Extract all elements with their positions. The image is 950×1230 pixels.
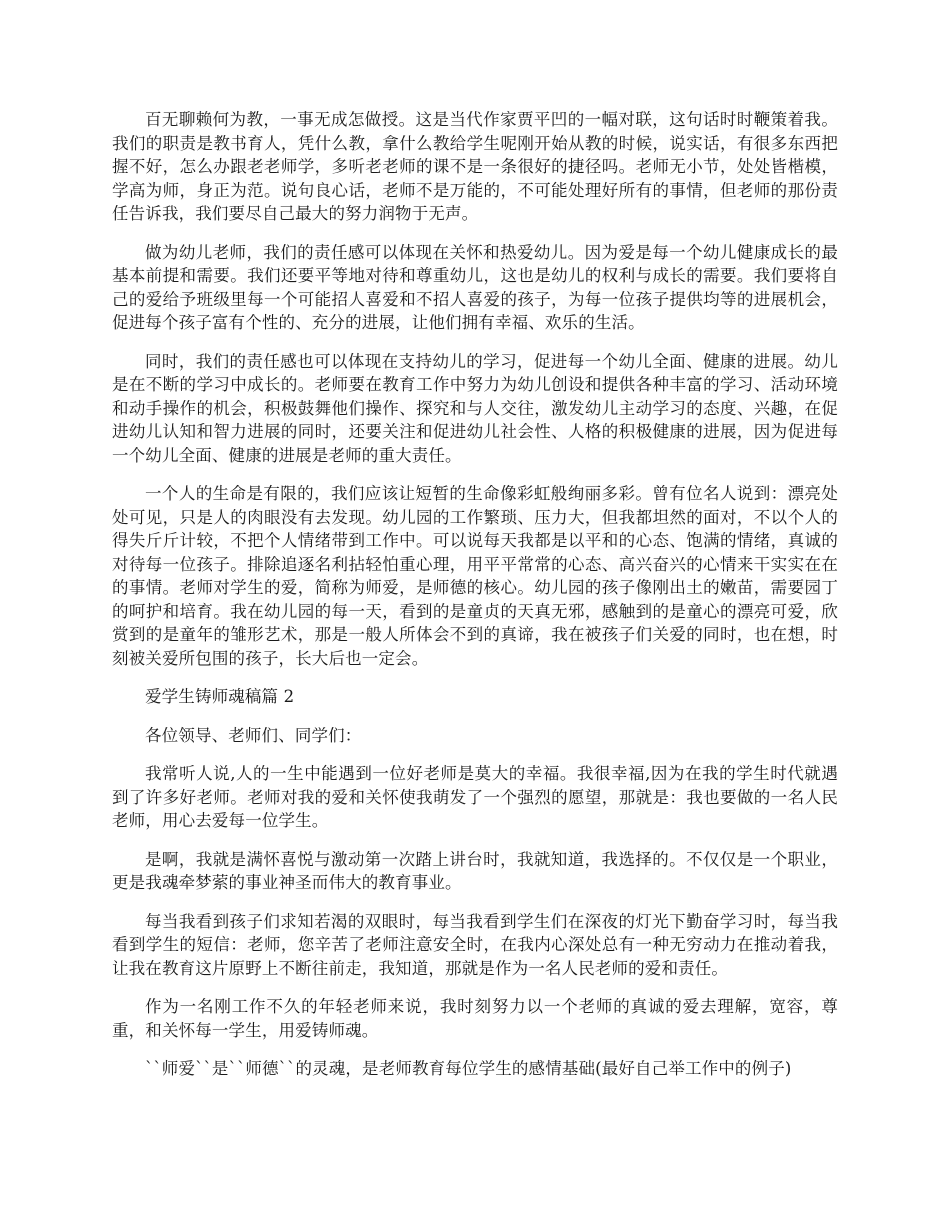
paragraph-salutation: 各位领导、老师们、同学们： [145,725,362,745]
paragraph-young-teacher: 作为一名刚工作不久的年轻老师来说，我时刻努力以一个老师的真诚的爱去理解，宽容，尊重，和关怀每一学生，用爱铸师魂。 [112,997,838,1040]
section-heading: 爱学生铸师魂稿篇 2 [145,687,295,706]
paragraph-first-lecture: 是啊，我就是满怀喜悦与激动第一次踏上讲台时，我就知道，我选择的。不仅仅是一个职业，更是我魂牵梦萦的事业神圣而伟大的教育事业。 [112,849,838,892]
paragraph-support-learning: 同时，我们的责任感也可以体现在支持幼儿的学习，促进每一个幼儿全面、健康的进展。幼儿是在不断的学习中成长的。老师要在教育工作中努力为幼儿创设和提供各种丰富的学习、活动环境和动手操作的机会，积极鼓舞他们操作、探究和与人交往，激发幼儿主动学习的态度、兴趣，在促进幼儿认知和智力进展的同时，还要关注和促进幼儿社会性、人格的积极健康的进展，因为促进每一个幼儿全面、健康的进展是老师的重大责任。 [112,351,838,465]
paragraph-motivation: 每当我看到孩子们求知若渴的双眼时，每当我看到学生们在深夜的灯光下勤奋学习时，每当我看到学生的短信：老师，您辛苦了老师注意安全时，在我内心深处总有一种无穷动力在推动着我，让我在教育这片原野上不断往前走，我知道，那就是作为一名人民老师的爱和责任。 [112,911,838,978]
paragraph-teaching-duty: 百无聊赖何为教，一事无成怎做授。这是当代作家贾平凹的一幅对联，这句话时时鞭策着我。我们的职责是教书育人，凭什么教，拿什么教给学生呢刚开始从教的时候，说实话，有很多东西把握不好，怎么办跟老老师学，多听老老师的课不是一条很好的捷径吗。老师无小节，处处皆楷模，学高为师，身正为范。说句良心话，老师不是万能的，不可能处理好所有的事情，但老师的那份责任告诉我，我们要尽自己最大的努力润物于无声。 [112,110,838,223]
paragraph-good-teacher: 我常听人说,人的一生中能遇到一位好老师是莫大的幸福。我很幸福,因为在我的学生时代就遇到了许多好老师。老师对我的爱和关怀使我萌发了一个强烈的愿望，那就是：我也要做的一名人民老师，用心去爱每一位学生。 [112,764,838,830]
paragraph-care-for-children: 做为幼儿老师，我们的责任感可以体现在关怀和热爱幼儿。因为爱是每一个幼儿健康成长的最基本前提和需要。我们还要平等地对待和尊重幼儿，这也是幼儿的权利与成长的需要。我们要将自己的爱给予班级里每一个可能招人喜爱和不招人喜爱的孩子，为每一位孩子提供均等的进展机会，促进每个孩子富有个性的、充分的进展，让他们拥有幸福、欢乐的生活。 [112,242,838,332]
paragraph-teacher-love: ``师爱``是``师德``的灵魂，是老师教育每位学生的感情基础(最好自己举工作中的例子) [145,1059,792,1078]
paragraph-life-is-limited: 一个人的生命是有限的，我们应该让短暂的生命像彩虹般绚丽多彩。曾有位名人说到：漂亮处处可见，只是人的肉眼没有去发现。幼儿园的工作繁琐、压力大，但我都坦然的面对，不以个人的得失斤斤计较，不把个人情绪带到工作中。可以说每天我都是以平和的心态、饱满的情绪，真诚的对待每一位孩子。排除追逐名利拈轻怕重心理，用平平常常的心态、高兴奋兴的心情来干实实在在的事情。老师对学生的爱，简称为师爱，是师德的核心。幼儿园的孩子像刚出土的嫩苗，需要园丁的呵护和培育。我在幼儿园的每一天，看到的是童贞的天真无邪，感触到的是童心的漂亮可爱，欣赏到的是童年的雏形艺术，那是一般人所体会不到的真谛，我在被孩子们关爱的同时，也在想，时刻被关爱所包围的孩子，长大后也一定会。 [112,484,838,668]
